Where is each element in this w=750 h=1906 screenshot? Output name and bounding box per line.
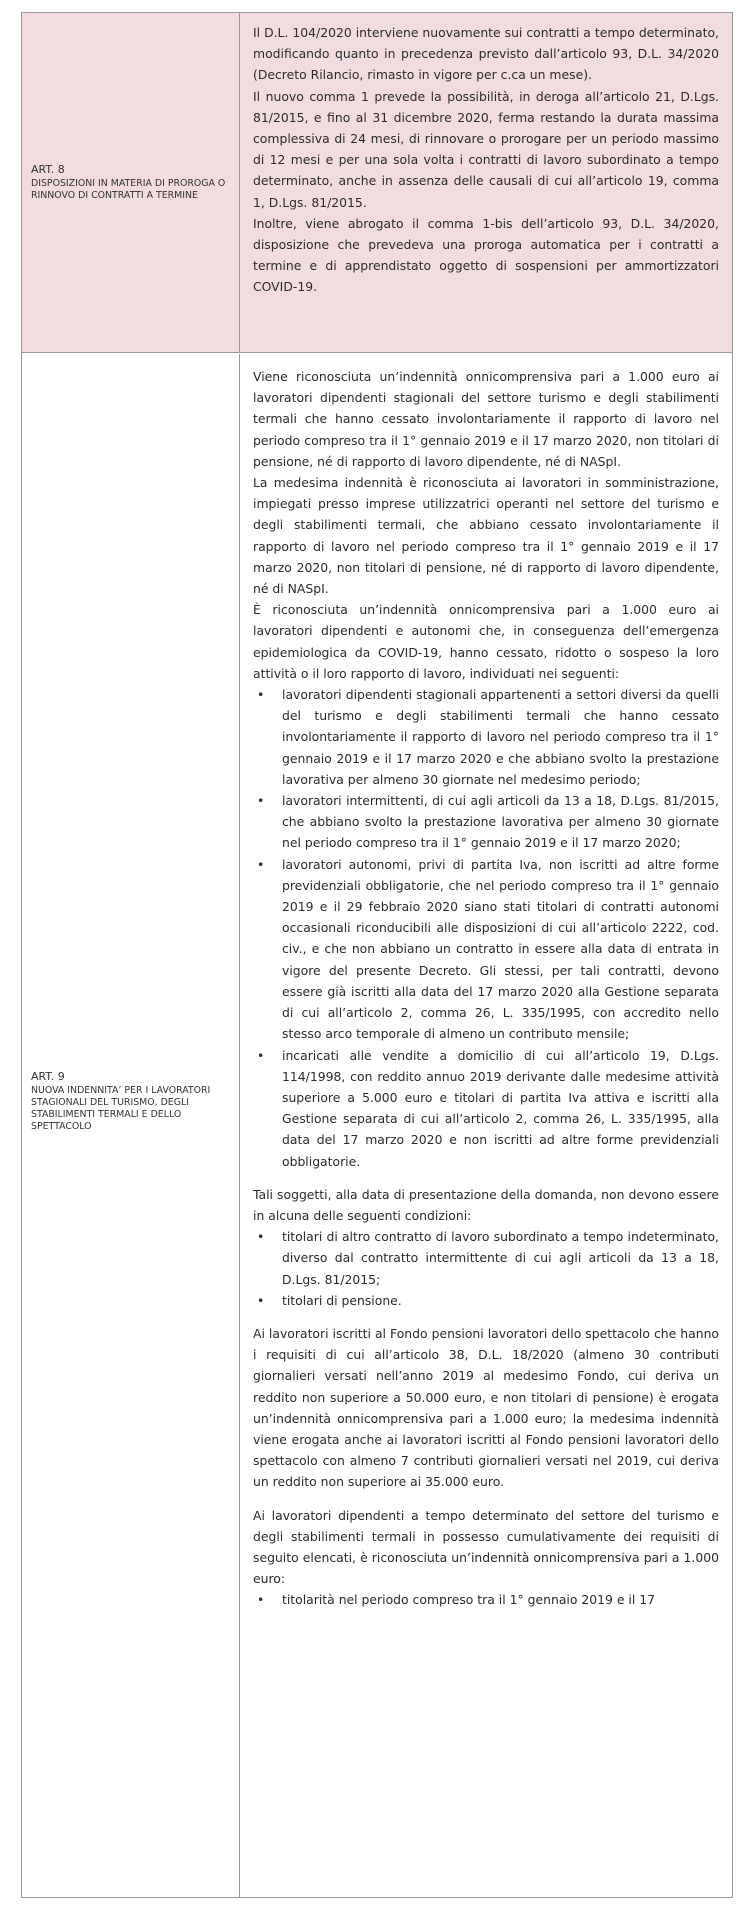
list-item-text: incaricati alle vendite a domicilio di cui all’articolo 19, D.Lgs. 114/1998, con reddito annuo 2019 derivante dalle medesime attività superiore a 5.000 euro e titolari di partita Iva attiva e iscritti alla Gestione separata di cui all’articolo 2, comma 26, L. 335/1995, alla data del 17 marzo 2020 e non iscritti ad altre forme previdenziali obbligatorie. <box>282 1047 719 1169</box>
bullet-icon: • <box>257 793 265 809</box>
list-item <box>253 1589 719 1610</box>
bullet-icon: • <box>257 687 265 703</box>
bullet-icon: • <box>257 1592 265 1608</box>
article-text <box>253 366 719 1611</box>
article-content-cell <box>241 13 732 352</box>
list-item-text: titolari di pensione. <box>282 1292 402 1308</box>
bullet-list <box>253 1226 719 1311</box>
list-item <box>253 1045 719 1172</box>
list-item-text: titolari di altro contratto di lavoro subordinato a tempo indeterminato, diverso dal contratto intermittente di cui agli articoli da 13 a 18, D.Lgs. 81/2015; <box>282 1229 719 1287</box>
paragraph: È riconosciuta un’indennità onnicomprensiva pari a 1.000 euro ai lavoratori dipendenti e autonomi che, in conseguenza dell’emergenza epidemiologica da COVID-19, hanno cessato, ridotto o sospeso la loro attività o il loro rapporto di lavoro, individuati nei seguenti: <box>253 602 719 681</box>
list-item <box>253 854 719 1045</box>
paragraph: La medesima indennità è riconosciuta ai lavoratori in somministrazione, impiegati presso imprese utilizzatrici operanti nel settore del turismo e degli stabilimenti termali, che abbiano cessato involontariamente il rapporto di lavoro nel periodo compreso tra il 1° gennaio 2019 e il 17 marzo 2020, non titolari di pensione, né di rapporto di lavoro dipendente, né di NASpI. <box>253 475 719 597</box>
paragraph: Il nuovo comma 1 prevede la possibilità, in deroga all’articolo 21, D.Lgs. 81/2015, e fino al 31 dicembre 2020, ferma restando la durata massima complessiva di 24 mesi, di rinnovare o prorogare per un periodo massimo di 12 mesi e per una sola volta i contratti di lavoro subordinato a tempo determinato, anche in assenza delle causali di cui all’articolo 19, comma 1, D.Lgs. 81/2015. <box>253 88 719 210</box>
paragraph: Il D.L. 104/2020 interviene nuovamente sui contratti a tempo determinato, modificando quanto in precedenza previsto dall’articolo 93, D.L. 34/2020 (Decreto Rilancio, rimasto in vigore per c.ca un mese). <box>253 25 719 83</box>
articles-table <box>21 12 733 1898</box>
table-row-art-8 <box>22 13 732 353</box>
paragraph: Viene riconosciuta un’indennità onnicomprensiva pari a 1.000 euro ai lavoratori dipendenti stagionali del settore turismo e degli stabilimenti termali che hanno cessato involontariamente il rapporto di lavoro nel periodo compreso tra il 1° gennaio 2019 e il 17 marzo 2020, non titolari di pensione, né di rapporto di lavoro dipendente, né di NASpI. <box>253 369 719 469</box>
list-item <box>253 684 719 790</box>
bullet-icon: • <box>257 1047 265 1063</box>
list-item <box>253 1226 719 1290</box>
article-title: DISPOSIZIONI IN MATERIA DI PROROGA O RINNOVO DI CONTRATTI A TERMINE <box>31 178 226 201</box>
article-label-cell <box>22 13 240 352</box>
article-label-cell <box>22 354 240 1897</box>
paragraph: Ai lavoratori iscritti al Fondo pensioni lavoratori dello spettacolo che hanno i requisiti di cui all’articolo 38, D.L. 18/2020 (almeno 30 contributi giornalieri versati nell’anno 2019 al medesimo Fondo, cui deriva un reddito non superiore a 50.000 euro, e non titolari di pensione) è erogata un’indennità onnicomprensiva pari a 1.000 euro; la medesima indennità viene erogata anche ai lavoratori iscritti al Fondo pensioni lavoratori dello spettacolo con almeno 7 contributi giornalieri versati nel 2019, cui deriva un reddito non superiore ai 35.000 euro. <box>253 1325 719 1490</box>
table-row-art-9 <box>22 354 732 1897</box>
bullet-icon: • <box>257 856 265 872</box>
list-item <box>253 1290 719 1311</box>
bullet-list <box>253 1589 719 1610</box>
article-title: NUOVA INDENNITA’ PER I LAVORATORI STAGIONALI DEL TURISMO, DEGLI STABILIMENTI TERMALI E DELLO SPETTACOLO <box>31 1085 211 1132</box>
paragraph: Tali soggetti, alla data di presentazione della domanda, non devono essere in alcuna delle seguenti condizioni: <box>253 1186 719 1223</box>
article-heading <box>31 1070 236 1133</box>
list-item-text: lavoratori dipendenti stagionali appartenenti a settori diversi da quelli del turismo e degli stabilimenti termali che hanno cessato involontariamente il rapporto di lavoro nel periodo compreso tra il 1° gennaio 2019 e il 17 marzo 2020 e che abbiano svolto la prestazione lavorativa per almeno 30 giornate nel medesimo periodo; <box>282 687 719 787</box>
article-number: ART. 8 <box>31 163 65 176</box>
bullet-list <box>253 684 719 1172</box>
article-number: ART. 9 <box>31 1070 65 1083</box>
paragraph: Inoltre, viene abrogato il comma 1-bis dell’articolo 93, D.L. 34/2020, disposizione che prevedeva una proroga automatica per i contratti a termine e di apprendistato oggetto di sospensioni per ammortizzatori COVID-19. <box>253 215 719 295</box>
list-item-text: lavoratori intermittenti, di cui agli articoli da 13 a 18, D.Lgs. 81/2015, che abbiano svolto la prestazione lavorativa per almeno 30 giornate nel periodo compreso tra il 1° gennaio 2019 e il 17 marzo 2020; <box>282 793 719 851</box>
list-item-text: lavoratori autonomi, privi di partita Iva, non iscritti ad altre forme previdenziali obbligatorie, che nel periodo compreso tra il 1° gennaio 2019 e il 29 febbraio 2020 siano stati titolari di contratti autonomi occasionali riconducibili alle disposizioni di cui all’articolo 2222, cod. civ., e che non abbiano un contratto in essere alla data di entrata in vigore del presente Decreto. Gli stessi, per tali contratti, devono essere già iscritti alla data del 17 marzo 2020 alla Gestione separata di cui all’articolo 2, comma 26, L. 335/1995, con accredito nello stesso arco temporale di almeno un contributo mensile; <box>282 856 719 1042</box>
list-item-text: titolarità nel periodo compreso tra il 1° gennaio 2019 e il 17 <box>282 1592 655 1608</box>
article-text <box>253 22 719 298</box>
article-content-cell <box>241 354 732 1897</box>
article-heading <box>31 163 236 202</box>
paragraph: Ai lavoratori dipendenti a tempo determinato del settore del turismo e degli stabilimenti termali in possesso cumulativamente dei requisiti di seguito elencati, è riconosciuta un’indennità onnicomprensiva pari a 1.000 euro: <box>253 1507 719 1587</box>
list-item <box>253 790 719 854</box>
bullet-icon: • <box>257 1229 265 1245</box>
bullet-icon: • <box>257 1292 265 1308</box>
